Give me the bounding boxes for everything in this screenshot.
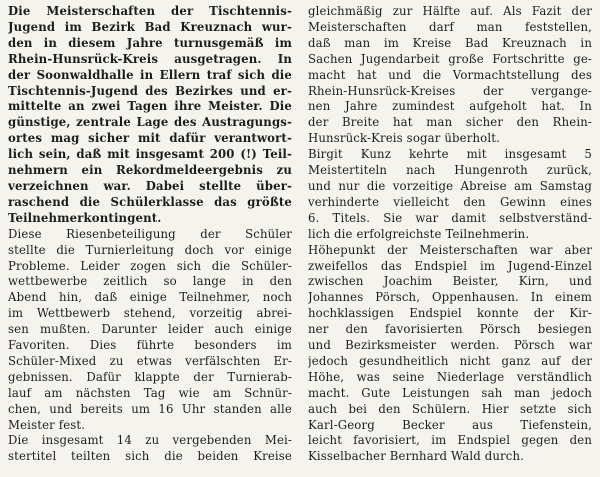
article-line: der Soonwaldhalle in Ellern traf sich die — [8, 67, 292, 82]
article-line: 6. Titels. Sie war damit selbstverständ- — [308, 210, 592, 225]
article-line: Höhepunkt der Meisterschaften war aber — [308, 242, 592, 257]
article-line: Favoriten. Dies führte besonders im — [8, 338, 292, 353]
article-line: Kisselbacher Bernhard Wald durch. — [308, 449, 524, 464]
article-line: raschend die Schülerklasse das größte — [8, 194, 292, 209]
article-line: Hunsrück-Kreis sogar überholt. — [308, 131, 500, 146]
article-column-left — [8, 4, 292, 477]
article-line: der Breite hat man sicher den Rhein- — [308, 115, 592, 130]
article-line: günstige, zentrale Lage des Austragungs- — [8, 115, 292, 130]
article-line: Teilnehmerkontingent. — [8, 210, 162, 225]
article-line: Abend hin, daß einige Teilnehmer, noch — [8, 290, 292, 305]
article-line: stertitel teilten sich die beiden Kreise — [8, 449, 292, 464]
article-line: hochklassigen Endspiel konnte der Kir- — [308, 306, 592, 321]
article-line: Meisterschaften darf man feststellen, — [308, 19, 592, 34]
article-line: ner den favorisierten Pörsch besiegen — [308, 322, 592, 337]
article-line: und nur die vorzeitige Abreise am Samstag — [308, 178, 592, 193]
article-line: Die Meisterschaften der Tischtennis- — [8, 4, 292, 18]
article-line: verhinderte vielleicht den Gewinn eines — [308, 194, 592, 209]
article-line: Meistertiteln nach Hungenroth zurück, — [308, 163, 592, 178]
article-line: Die insgesamt 14 zu vergebenden Mei- — [8, 433, 292, 448]
article-line: zweifellos das Endspiel im Jugend-Einzel — [308, 258, 592, 273]
article-line: lich die erfolgreichste Teilnehmerin. — [308, 226, 530, 241]
article-line: jedoch gesundheitlich nicht ganz auf der — [308, 353, 592, 368]
article-line: mittelte an zwei Tagen ihre Meister. Die — [8, 99, 292, 114]
article-line: wettbewerbe zeitlich so lange in den — [8, 274, 292, 289]
article-line: zwischen Joachim Beister, Kirn, und — [308, 274, 592, 289]
article-line: Tischtennis-Jugend des Bezirkes und er- — [8, 83, 292, 98]
article-line: Johannes Pörsch, Oppenhausen. In einem — [308, 290, 592, 305]
article-line: Jugend im Bezirk Bad Kreuznach wur- — [8, 19, 292, 34]
article-line: Diese Riesenbeteiligung der Schüler — [8, 226, 292, 241]
article-line: nen Jahre zumindest aufgeholt hat. In — [308, 99, 592, 114]
article-line: Höhe, was seine Niederlage verständlich — [308, 369, 592, 384]
article-line: den in diesem Jahre turnusgemäß im — [8, 35, 292, 50]
article-column-right — [308, 4, 592, 477]
article-line: gleichmäßig zur Hälfte auf. Als Fazit der — [308, 4, 592, 18]
article-line: Probleme. Leider zogen sich die Schüler- — [8, 258, 292, 273]
article-line: chen, und bereits um 16 Uhr standen alle — [8, 401, 292, 416]
article-line: und Bezirksmeister werden. Pörsch war — [308, 338, 592, 353]
article-line: lauf am nächsten Tag wie am Schnür- — [8, 385, 292, 400]
article-line: gebnissen. Dafür klappte der Turnierab- — [8, 369, 292, 384]
article-line: macht. Gute Leistungen sah man jedoch — [308, 385, 592, 400]
article-line: Karl-Georg Becker aus Tiefenstein, — [308, 417, 592, 432]
article-line: Rhein-Hunsrück-Kreis ausgetragen. In — [8, 51, 292, 66]
article-line: nehmern ein Rekordmeldeergebnis zu — [8, 163, 292, 178]
article-line: im Wettbewerb stehend, vorzeitig abrei- — [8, 306, 292, 321]
article-line: ortes mag sicher mit dafür verantwort- — [8, 131, 292, 146]
article-line: Sachen Jugendarbeit große Fortschritte ge- — [308, 51, 592, 66]
article-line: macht hat und die Vormachtstellung des — [308, 67, 592, 82]
article-line: sen mußten. Darunter leider auch einige — [8, 322, 292, 337]
article-line: daß man im Kreise Bad Kreuznach in — [308, 35, 592, 50]
article-line: Meister fest. — [8, 417, 86, 432]
article-line: stellte die Turnierleitung doch vor einige — [8, 242, 292, 257]
article-line: lich sein, daß mit insgesamt 200 (!) Teil- — [8, 147, 292, 162]
article-line: Birgit Kunz kehrte mit insgesamt 5 — [308, 147, 592, 162]
article-line: Rhein-Hunsrück-Kreises der vergange- — [308, 83, 592, 98]
article-line: auch bei den Schülern. Hier setzte sich — [308, 401, 592, 416]
article-line: Schüler-Mixed zu etwas verfälschten Er- — [8, 353, 292, 368]
article-line: verzeichnen war. Dabei stellte über- — [8, 178, 292, 193]
article-line: leicht favorisiert, im Endspiel gegen den — [308, 433, 592, 448]
